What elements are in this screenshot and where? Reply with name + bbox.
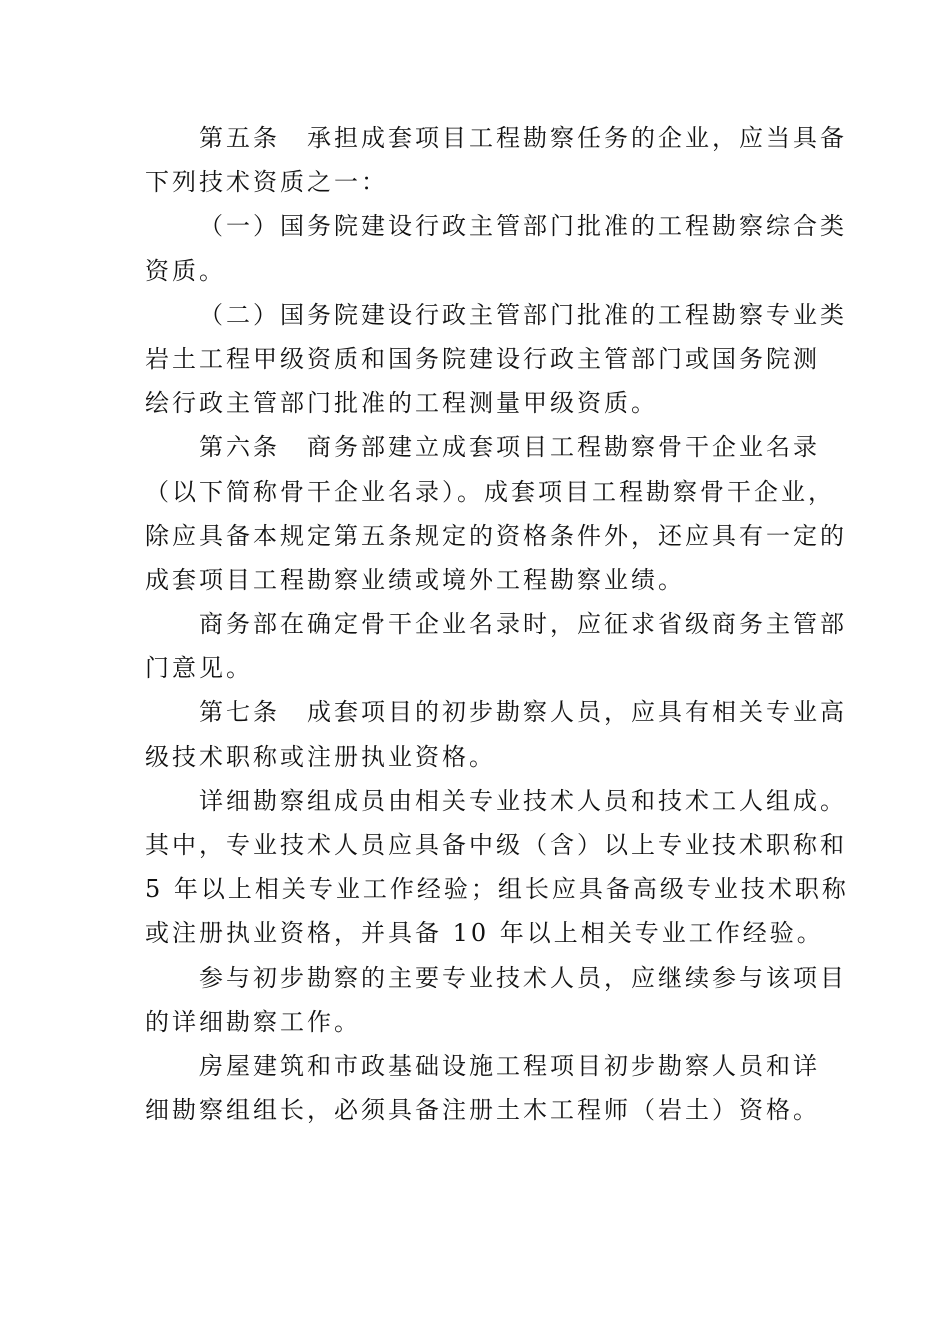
paragraph-continuity (145, 956, 847, 1044)
paragraph-article-6 (145, 425, 847, 602)
text-line: 成套项目工程勘察业绩或境外工程勘察业绩。 (145, 565, 685, 594)
text-line: 参与初步勘察的主要专业技术人员，应继续参与该项目 (199, 963, 847, 992)
text-line: 商务部在确定骨干企业名录时，应征求省级商务主管部 (199, 610, 847, 639)
paragraph-article-5 (145, 116, 847, 204)
text-line: 级技术职称或注册执业资格。 (145, 742, 496, 771)
text-line: 资质。 (145, 256, 226, 285)
text-line: 细勘察组组长，必须具备注册土木工程师（岩土）资格。 (145, 1096, 820, 1125)
text-line: 门意见。 (145, 654, 253, 683)
text-line: 下列技术资质之一： (145, 168, 388, 197)
text-line: （一）国务院建设行政主管部门批准的工程勘察综合类 (199, 212, 847, 241)
text-line: 除应具备本规定第五条规定的资格条件外，还应具有一定的 (145, 521, 847, 550)
text-line: 或注册执业资格，并具备 10 年以上相关专业工作经验。 (145, 919, 824, 948)
text-line: 岩土工程甲级资质和国务院建设行政主管部门或国务院测 (145, 344, 820, 373)
paragraph-item-1 (145, 204, 847, 292)
paragraph-building-projects (145, 1044, 820, 1132)
paragraph-item-2 (145, 293, 847, 426)
text-line: 房屋建筑和市政基础设施工程项目初步勘察人员和详 (199, 1051, 820, 1080)
paragraph-detailed-survey-team (145, 779, 849, 956)
text-line: （二）国务院建设行政主管部门批准的工程勘察专业类 (199, 300, 847, 329)
text-line: 第五条 承担成套项目工程勘察任务的企业，应当具备 (199, 124, 847, 152)
document-body (145, 116, 849, 1132)
text-line: 绘行政主管部门批准的工程测量甲级资质。 (145, 389, 658, 418)
text-line: 详细勘察组成员由相关专业技术人员和技术工人组成。 (199, 786, 847, 815)
paragraph-article-6-note (145, 602, 847, 690)
paragraph-article-7 (145, 690, 847, 778)
text-line: （以下简称骨干企业名录）。成套项目工程勘察骨干企业， (145, 477, 835, 506)
text-line: 5 年以上相关专业工作经验；组长应具备高级专业技术职称 (145, 875, 849, 904)
text-line: 第六条 商务部建立成套项目工程勘察骨干企业名录 (199, 433, 820, 462)
text-line: 第七条 成套项目的初步勘察人员，应具有相关专业高 (199, 698, 847, 727)
text-line: 其中，专业技术人员应具备中级（含）以上专业技术职称和 (145, 831, 847, 859)
text-line: 的详细勘察工作。 (145, 1007, 361, 1036)
